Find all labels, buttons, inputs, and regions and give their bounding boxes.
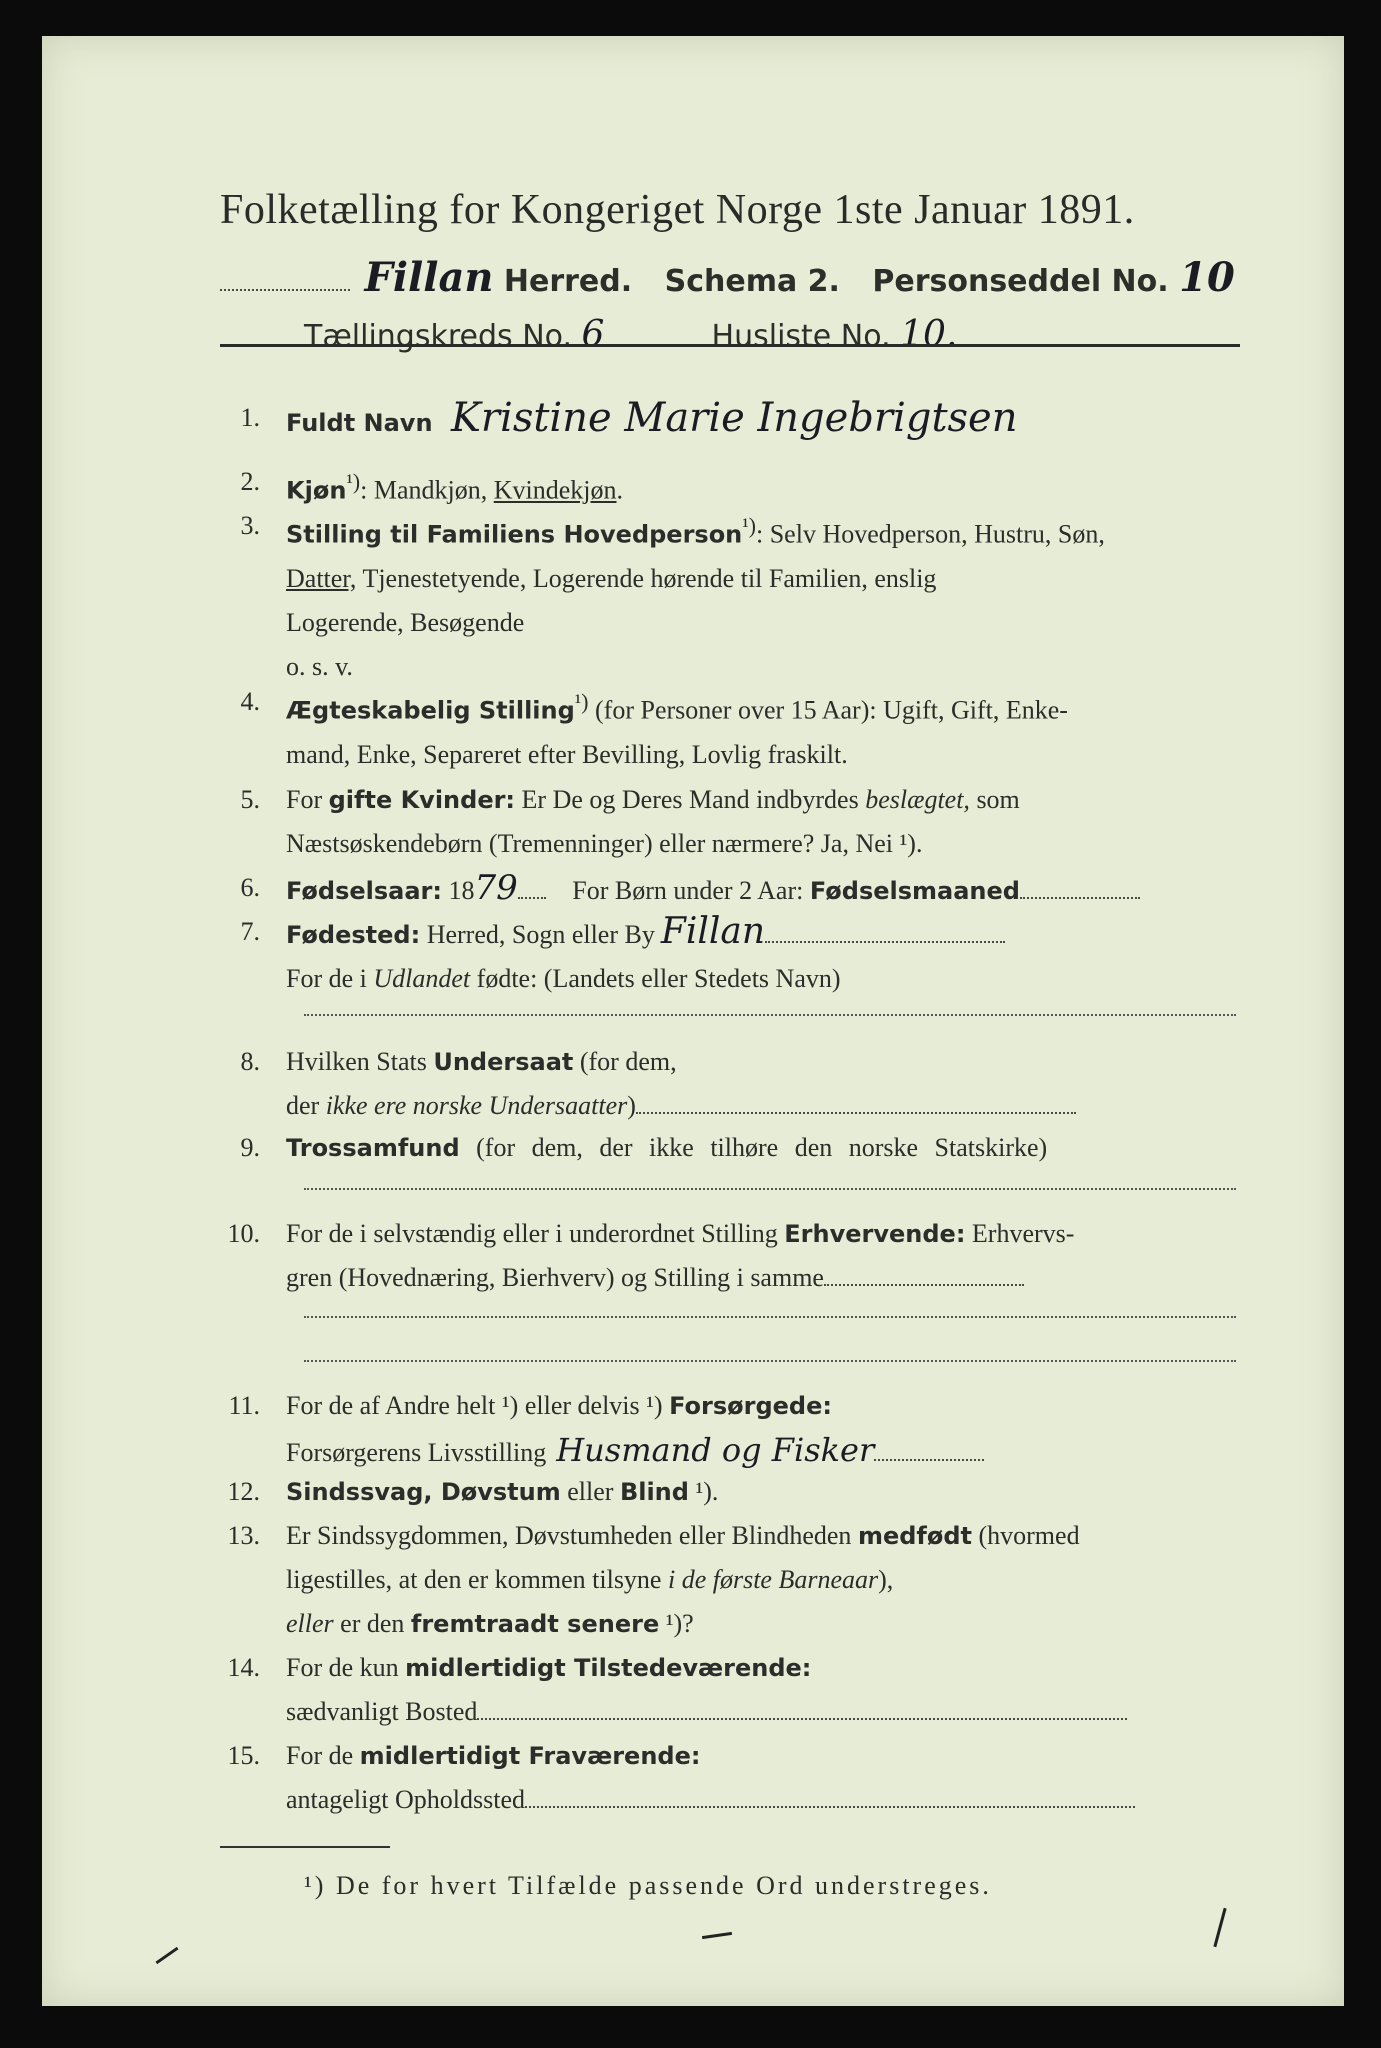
herred-value: Fillan bbox=[364, 254, 494, 301]
full-name-value: Kristine Marie Ingebrigtsen bbox=[451, 395, 1018, 441]
personseddel-value: 10 bbox=[1179, 254, 1235, 301]
header-line-2 bbox=[304, 314, 1204, 355]
relation-selected: Datter, bbox=[286, 563, 357, 593]
husliste-label: Husliste No. bbox=[711, 319, 891, 354]
pen-mark-center bbox=[702, 1932, 732, 1939]
q1-label: Fuldt Navn bbox=[286, 409, 433, 437]
q7-fill-line bbox=[304, 1014, 1236, 1016]
footnote-rule bbox=[220, 1846, 390, 1848]
q10-fill-line-2 bbox=[304, 1360, 1236, 1362]
question-1: 1. Fuldt Navn Kristine Marie Ingebrigtsen bbox=[240, 395, 1018, 441]
header-line-1 bbox=[220, 254, 1244, 304]
birth-year-value: 79 bbox=[474, 868, 518, 908]
husliste-value: 10. bbox=[900, 314, 958, 355]
pen-mark-right bbox=[1213, 1908, 1226, 1947]
q9-fill-line bbox=[304, 1188, 1236, 1190]
footnote: ¹) De for hvert Tilfælde passende Ord understreges. bbox=[304, 1871, 992, 1900]
birthplace-value: Fillan bbox=[660, 911, 766, 952]
form-title: Folketælling for Kongeriget Norge 1ste Januar 1891. bbox=[220, 187, 1135, 233]
header-rule bbox=[220, 344, 1240, 347]
herred-label: Herred. bbox=[503, 264, 633, 299]
pen-mark-left bbox=[155, 1947, 178, 1964]
q10-fill-line-1 bbox=[304, 1316, 1236, 1318]
kreds-value: 6 bbox=[581, 314, 605, 355]
census-form-page: Folketælling for Kongeriget Norge 1ste Januar 1891. Fillan Herred. Schema 2. Personseddel No. 10 Tællingskreds No. 6 Husliste No. 10. 1. Fuldt Navn Kristine Marie Ingebrigtsen 2. Kjøn$^{^1)}$: Mandkjøn, Kvindekjøn. 3. Stilling til Familiens Hovedperson$^{^1)}$: Selv Hovedperson, Hustru, Søn, Datter, Tjenestetyende, Logerende hørende til Familien, enslig Logerende, Besøgende o. s. v. 4. Ægteskabelig Stilling$^{^1)}$ (for Personer over 15 Aar): Ugift, Gift, Enke- mand, Enke, Separeret efter Bevilling, Lovlig fraskilt. 5. For gifte Kvinder: Er De og Deres Mand indbyrdes beslægtet, som Næstsøskendebørn (Tremenninger) eller nærmere? Ja, Nei ¹). 6. Fødselsaar: 1879 For Børn under 2 Aar: Fødselsmaaned 7. Fødested: Herred, Sogn eller By Fillan For de i Udlandet fødte: (Landets eller Stedets Navn) 8. Hvilken Stats Undersaat (for dem, der ikke ere norske Undersaatter) 9. Trossamfund (for dem, der ikke tilhøre den norske Statskirke) 10. For de i selvstændig eller i underordnet Stilling Erhvervende: Erhvervs- gren (Hovednæring, Bierhverv) og Stilling i samme 11. For de af Andre helt ¹) eller delvis ¹) Forsørgede: Forsørgerens Livsstilling Husmand og Fisker 12. Sindssvag, Døvstum eller Blind ¹). 13. Er Sindssygdommen, Døvstumheden eller Blindheden medfødt (hvormed ligestilles, at den er kommen tilsyne i de første Barneaar), eller er den fremtraadt senere ¹)? 14. For de kun midlertidigt Tilstedeværende: sædvanligt Bosted 15. For de midlertidigt Fraværende: antageligt Opholdssted ¹) De for hvert Tilfælde passende Ord understreges. bbox=[42, 36, 1344, 2006]
gender-selected: Kvindekjøn bbox=[493, 475, 617, 505]
personseddel-label: Personseddel No. bbox=[872, 264, 1169, 299]
schema-label: Schema 2. bbox=[664, 264, 840, 299]
kreds-label: Tællingskreds No. bbox=[304, 319, 572, 354]
provider-occupation-value: Husmand og Fisker bbox=[556, 1431, 875, 1469]
